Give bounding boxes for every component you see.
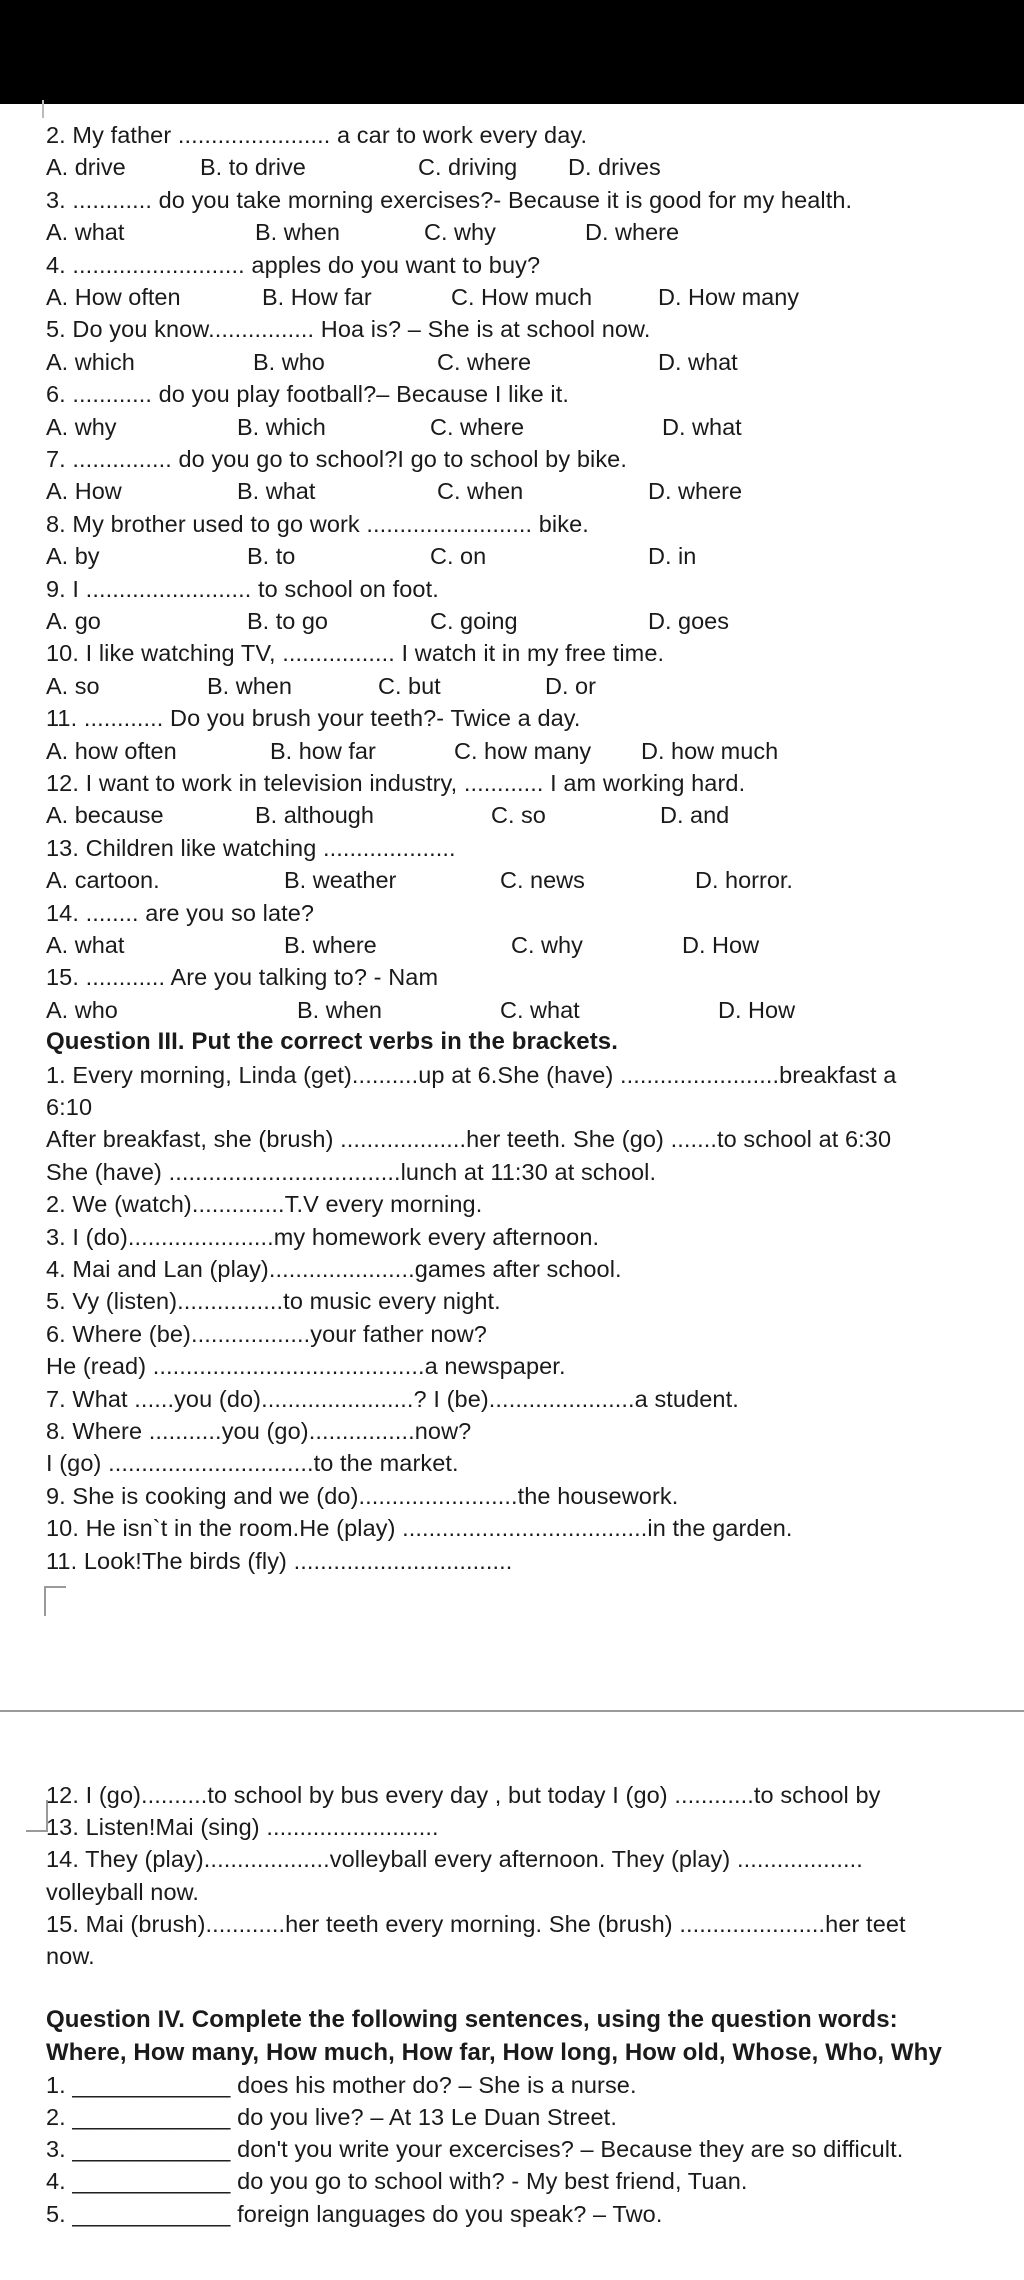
answer-option: A. who [46,996,118,1023]
exercise-line: 2. We (watch)..............T.V every morning. [46,1191,483,1218]
exercise-line: 15. ............ Are you talking to? - Nam [46,964,439,991]
answer-option: C. news [500,867,585,894]
answer-option: D. drives [568,154,661,181]
exercise-line: 9. She is cooking and we (do)........................the housework. [46,1482,679,1509]
answer-option: C. where [430,413,525,440]
answer-option: D. how much [641,737,779,764]
exercise-line: now. [46,1943,95,1969]
answer-option: D. goes [648,608,729,634]
answer-option: C. where [437,348,532,375]
answer-option: B. weather [284,867,397,894]
section-heading: Question IV. Complete the following sentences, using the question words: [46,2006,898,2034]
exercise-line: After breakfast, she (brush) ...................her teeth. She (go) .......to school at 6:30 [46,1126,892,1153]
answer-option: B. which [237,413,326,440]
answer-option: B. how far [270,737,376,764]
answer-option: B. what [237,478,316,505]
answer-option: A. how often [46,737,177,764]
exercise-line: 6. ............ do you play football?– Because I like it. [46,381,569,408]
page-divider [0,1710,1024,1712]
answer-option: D. How [718,996,796,1023]
answer-option: B. How far [262,284,372,310]
answer-option: D. or [545,672,596,699]
exercise-line: 3. I (do)......................my homework every afternoon. [46,1223,600,1250]
exercise-line: She (have) ...................................lunch at 11:30 at school. [46,1158,657,1185]
exercise-line: 15. Mai (brush)............her teeth every morning. She (brush) ......................her teet [46,1910,906,1937]
exercise-line: I (go) ...............................to the market. [46,1450,459,1477]
answer-option: B. when [207,672,292,699]
answer-option: A. How [46,478,122,505]
answer-option: D. what [658,348,738,375]
exercise-line: 1. Every morning, Linda (get)..........up at 6.She (have) ........................breakfast a [46,1061,897,1088]
answer-option: C. How much [451,284,593,310]
answer-option: B. to go [247,608,328,634]
exercise-line: 9. I ......................... to school on foot. [46,575,439,602]
answer-option: B. although [255,802,374,829]
exercise-line: 12. I (go)..........to school by bus every day , but today I (go) ............to school by [46,1782,881,1808]
answer-option: D. in [648,543,697,570]
answer-option: A. because [46,802,164,829]
answer-option: C. why [511,932,583,958]
answer-option: C. going [430,608,518,634]
answer-option: A. which [46,348,135,375]
exercise-line: 7. What ......you (do).......................? I (be)......................a student. [46,1385,739,1412]
answer-option: A. what [46,219,125,246]
exercise-line: 4. ____________ do you go to school with? - My best friend, Tuan. [46,2168,748,2195]
exercise-line: 2. My father ....................... a car to work every day. [46,122,588,148]
exercise-line: 8. My brother used to go work ......................... bike. [46,510,589,537]
exercise-line: 14. They (play)...................volleyball every afternoon. They (play) ................... [46,1846,863,1873]
exercise-line: 12. I want to work in television industry, ............ I am working hard. [46,770,746,796]
exercise-line: 14. ........ are you so late? [46,899,315,926]
answer-option: A. what [46,932,125,958]
exercise-line: 3. ____________ don't you write your excercises? – Because they are so difficult. [46,2136,904,2163]
exercise-line: 10. I like watching TV, ................. I watch it in my free time. [46,640,665,667]
section-heading: Where, How many, How much, How far, How long, How old, Whose, Who, Why [46,2038,942,2066]
answer-option: A. so [46,672,100,699]
top-black-bar [0,0,1024,104]
answer-option: D. horror. [695,867,793,894]
exercise-line: He (read) .........................................a newspaper. [46,1353,566,1380]
exercise-line: 13. Children like watching .................... [46,834,456,861]
exercise-line: 11. ............ Do you brush your teeth?- Twice a day. [46,705,581,732]
exercise-line: 7. ............... do you go to school?I go to school by bike. [46,446,627,472]
exercise-line: 4. Mai and Lan (play)......................games after school. [46,1256,622,1282]
section-heading: Question III. Put the correct verbs in the brackets. [46,1028,619,1056]
answer-option: D. what [662,413,742,440]
answer-option: D. where [585,219,680,246]
exercise-line: 10. He isn`t in the room.He (play) .....................................in the garden. [46,1515,793,1542]
exercise-line: 5. Do you know................ Hoa is? – She is at school now. [46,316,651,343]
answer-option: C. when [437,478,524,505]
answer-option: C. what [500,996,580,1023]
exercise-line: 4. .......................... apples do you want to buy? [46,251,541,278]
worksheet-section-1 [0,104,1024,1708]
exercise-line: 2. ____________ do you live? – At 13 Le Duan Street. [46,2104,617,2130]
exercise-line: 8. Where ...........you (go)................now? [46,1418,472,1444]
answer-option: C. but [378,672,441,699]
answer-option: B. who [253,348,325,375]
answer-option: C. driving [418,154,518,181]
exercise-line: 5. Vy (listen)................to music every night. [46,1288,501,1315]
exercise-line: 5. ____________ foreign languages do you speak? – Two. [46,2200,663,2227]
answer-option: C. on [430,543,487,570]
exercise-line: 6:10 [46,1094,93,1120]
answer-option: B. to [247,543,296,570]
page-corner-mark [44,1586,66,1616]
answer-option: A. by [46,543,100,570]
exercise-line: 13. Listen!Mai (sing) .......................... [46,1814,439,1841]
answer-option: A. cartoon. [46,867,160,894]
worksheet-section-2 [0,1778,1024,2280]
answer-option: C. how many [454,737,592,764]
exercise-line: volleyball now. [46,1878,200,1905]
answer-option: C. why [424,219,496,246]
answer-option: D. How [682,932,760,958]
answer-option: B. to drive [200,154,306,181]
exercise-line: 3. ............ do you take morning exercises?- Because it is good for my health. [46,186,853,213]
exercise-line: 1. ____________ does his mother do? – She is a nurse. [46,2071,637,2098]
answer-option: B. when [297,996,382,1023]
answer-option: B. when [255,219,340,246]
answer-option: D. where [648,478,743,505]
answer-option: A. How often [46,284,181,310]
answer-option: D. and [660,802,730,829]
answer-option: D. How many [658,284,800,310]
answer-option: C. so [491,802,546,829]
answer-option: A. why [46,413,117,440]
answer-option: A. go [46,608,101,634]
answer-option: A. drive [46,154,126,181]
exercise-line: 11. Look!The birds (fly) ................................. [46,1547,513,1574]
exercise-line: 6. Where (be)..................your father now? [46,1320,487,1347]
answer-option: B. where [284,932,377,958]
